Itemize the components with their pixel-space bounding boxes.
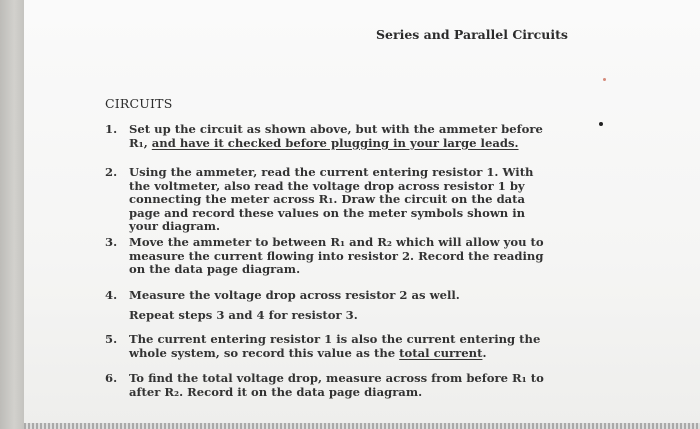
repeat-note: Repeat steps 3 and 4 for resistor 3. [129, 308, 358, 322]
item-text-part: Set up the circuit as shown above, but with the ammeter before R₁, [129, 122, 543, 150]
item-text [129, 123, 549, 150]
ink-dot [599, 122, 603, 126]
item-number: 2. [105, 165, 118, 179]
page-bottom-edge [24, 423, 700, 429]
ink-mark [603, 78, 606, 81]
underlined-text: and have it checked before plugging in your large leads. [151, 135, 519, 150]
item-number: 1. [105, 122, 118, 136]
item-number: 4. [105, 288, 118, 302]
item-text [129, 333, 549, 360]
section-title: CIRCUITS [105, 96, 173, 111]
item-number: 6. [105, 371, 118, 385]
background-strip [0, 0, 24, 429]
item-number: 3. [105, 235, 118, 249]
item-text-part: . [482, 345, 487, 360]
page-header: Series and Parallel Circuits [376, 27, 568, 42]
item-text-part: The current entering resistor 1 is also the current entering the whole system, so record this value as the [129, 332, 541, 360]
item-number: 5. [105, 332, 118, 346]
item-text: To find the total voltage drop, measure across from before R₁ to after R₂. Record it on the data page diagram. [129, 371, 544, 399]
underlined-text: total current [399, 345, 483, 360]
item-text: Move the ammeter to between R₁ and R₂ which will allow you to measure the current flowing into resistor 2. Record the reading on the data page diagram. [129, 235, 544, 277]
document-page [24, 0, 700, 429]
item-text: Measure the voltage drop across resistor 2 as well. [129, 288, 460, 302]
item-text: Using the ammeter, read the current entering resistor 1. With the voltmeter, also read the voltage drop across resistor 1 by connecting the meter across R₁. Draw the circuit on the data page and record these values on the meter symbols shown in your diagram. [129, 165, 534, 234]
